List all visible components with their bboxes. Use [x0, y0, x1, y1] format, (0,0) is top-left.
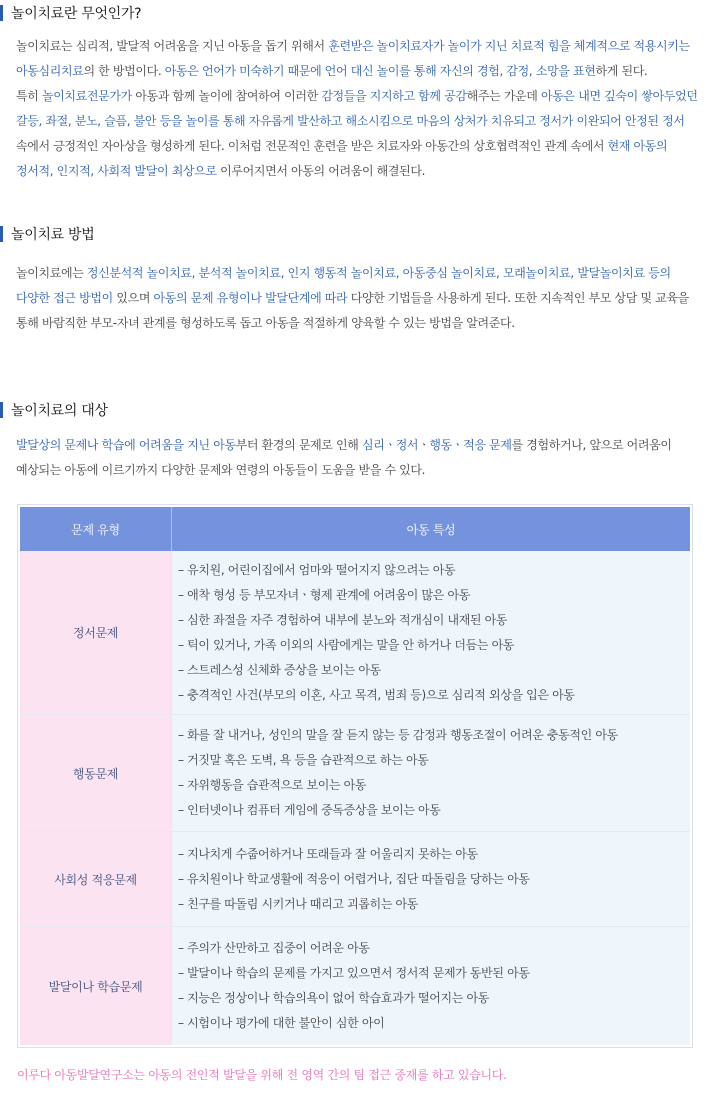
body-text: 해주는 가운데 — [466, 89, 542, 103]
highlighted-text: 아동은 언어가 미숙하기 때문에 언어 대신 놀이를 통해 자신의 경험, 감정, 소망을 표현 — [164, 64, 596, 78]
body-text: 다양한 기법들을 사용하게 된다. 또한 지속적인 부모 상담 및 교육을 — [347, 291, 689, 305]
highlighted-text: 아동은 내면 깊숙이 쌓아두었던 — [541, 89, 698, 103]
table-row — [20, 831, 690, 926]
para-line — [16, 261, 710, 286]
highlighted-text: 훈련받은 놀이치료자가 놀이가 지닌 치료적 힘을 체계적으로 적용시키는 — [328, 39, 690, 53]
para-line — [16, 159, 710, 184]
highlighted-text: 심리ㆍ정서ㆍ행동ㆍ적응 문제 — [361, 438, 512, 452]
trait-item: – 심한 좌절을 자주 경험하여 내부에 분노와 적개심이 내재된 아동 — [178, 612, 508, 627]
body-text: 있으며 — [112, 291, 154, 305]
traits-cell — [172, 926, 690, 1045]
section-heading-methods — [0, 225, 95, 243]
section-heading-what-is — [0, 4, 141, 22]
para-line — [16, 34, 710, 59]
problem-type-cell: 정서문제 — [20, 551, 172, 714]
highlighted-text: 정신분석적 놀이치료, 분석적 놀이치료, 인지 행동적 놀이치료, 아동중심 놀이치료, 모래놀이치료, 발달놀이치료 등의 — [86, 266, 671, 280]
para-line — [16, 311, 710, 336]
trait-item: – 화를 잘 내거나, 성인의 말을 잘 듣지 않는 등 감정과 행동조절이 어려운 충동적인 아동 — [178, 728, 618, 742]
body-text: 통해 바람직한 부모-자녀 관계를 형성하도록 돕고 아동을 적절하게 양육할 수 있는 방법을 알려준다. — [16, 316, 515, 330]
trait-item: – 거짓말 혹은 도벽, 욕 등을 습관적으로 하는 아동 — [178, 753, 429, 767]
para-line — [16, 109, 710, 134]
trait-item: – 시험이나 평가에 대한 불안이 심한 아이 — [178, 1016, 385, 1030]
table-row — [20, 551, 690, 714]
paragraph-what-is — [16, 34, 710, 184]
body-text: 놀이치료에는 — [16, 266, 87, 280]
para-line — [16, 59, 710, 84]
para-line — [16, 458, 710, 483]
heading-marker — [0, 402, 3, 418]
table-header-row — [20, 507, 690, 551]
highlighted-text: 감정들을 지지하고 함께 공감 — [321, 89, 467, 103]
highlighted-text: 놀이치료전문가가 — [41, 89, 132, 103]
body-text: 하게 된다. — [595, 64, 648, 78]
paragraph-methods — [16, 261, 710, 336]
heading-text: 놀이치료의 대상 — [11, 403, 108, 419]
trait-item: – 자위행동을 습관적으로 보이는 아동 — [178, 778, 367, 792]
body-text: 부터 환경의 문제로 인해 — [235, 438, 362, 452]
trait-item: – 친구를 따돌림 시키거나 때리고 괴롭히는 아동 — [178, 896, 419, 911]
body-text: 의 한 방법이다. — [83, 64, 165, 78]
paragraph-targets — [16, 433, 710, 483]
trait-item: – 애착 형성 등 부모자녀ㆍ형제 관계에 어려움이 많은 아동 — [178, 587, 470, 602]
problem-type-cell: 행동문제 — [20, 714, 172, 831]
problem-type-cell: 사회성 적응문제 — [20, 831, 172, 926]
trait-item: – 스트레스성 신체화 증상을 보이는 아동 — [178, 662, 381, 677]
traits-cell — [172, 714, 690, 831]
highlighted-text: 아동심리치료 — [16, 64, 84, 78]
highlighted-text: 발달상의 문제나 학습에 어려움을 지닌 아동 — [16, 438, 236, 452]
trait-item: – 틱이 있거나, 가족 이외의 사람에게는 말을 안 하거나 더듬는 아동 — [178, 637, 515, 652]
body-text: 속에서 긍정적인 자아상을 형성하게 된다. 이처럼 전문적인 훈련을 받은 치료자와 아동간의 상호협력적인 관계 속에서 — [16, 139, 608, 153]
highlighted-text: 현재 아동의 — [607, 139, 668, 153]
trait-item: – 인터넷이나 컴퓨터 게임에 중독증상을 보이는 아동 — [178, 803, 441, 817]
highlighted-text: 아동의 문제 유형이나 발달단계에 따라 — [153, 291, 348, 305]
trait-item: – 주의가 산만하고 집중이 어려운 아동 — [178, 941, 370, 955]
heading-text: 놀이치료 방법 — [11, 227, 95, 243]
highlighted-text: 갈등, 좌절, 분노, 슬픔, 불안 등을 놀이를 통해 자유롭게 발산하고 해소시킴으로 마음의 상처가 치유되고 정서가 이완되어 안정된 정서 — [16, 114, 685, 128]
para-line — [16, 84, 710, 109]
table-row — [20, 714, 690, 831]
trait-item: – 충격적인 사건(부모의 이혼, 사고 목격, 범죄 등)으로 심리적 외상을 입은 아동 — [178, 687, 575, 702]
table-row — [20, 926, 690, 1045]
highlighted-text: 정서적, 인지적, 사회적 발달이 최상으로 — [16, 164, 217, 178]
body-text: 이루어지면서 아동의 어려움이 해결된다. — [216, 164, 426, 178]
body-text: 예상되는 아동에 이르기까지 다양한 문제와 연령의 아동들이 도움을 받을 수 있다. — [16, 463, 426, 477]
highlighted-text: 다양한 접근 방법이 — [16, 291, 113, 305]
traits-cell — [172, 831, 690, 926]
body-text: 특히 — [16, 89, 42, 103]
para-line — [16, 433, 710, 458]
trait-item: – 지나치게 수줍어하거나 또래들과 잘 어울리지 못하는 아동 — [178, 846, 478, 861]
traits-cell — [172, 551, 690, 714]
para-line — [16, 134, 710, 159]
body-text: 놀이치료는 심리적, 발달적 어려움을 지닌 아동을 돕기 위해서 — [16, 39, 329, 53]
heading-marker — [0, 226, 3, 242]
section-heading-targets — [0, 401, 108, 419]
heading-text: 놀이치료란 무엇인가? — [11, 6, 142, 22]
problem-types-table — [17, 504, 693, 1048]
para-line — [16, 286, 710, 311]
column-header-traits: 아동 특성 — [172, 507, 690, 551]
trait-item: – 발달이나 학습의 문제를 가지고 있으면서 정서적 문제가 동반된 아동 — [178, 966, 530, 980]
heading-marker — [0, 5, 3, 21]
problem-type-cell: 발달이나 학습문제 — [20, 926, 172, 1045]
body-text: 아동과 함께 놀이에 참여하여 이러한 — [131, 89, 322, 103]
footer-note: 이루다 아동발달연구소는 아동의 전인적 발달을 위해 전 영역 간의 팀 접근 중재를 하고 있습니다. — [17, 1068, 507, 1082]
trait-item: – 유치원, 어린이집에서 엄마와 떨어지지 않으려는 아동 — [178, 562, 456, 577]
trait-item: – 유치원이나 학교생활에 적응이 어렵거나, 집단 따돌림을 당하는 아동 — [178, 871, 530, 886]
column-header-type: 문제 유형 — [20, 507, 172, 551]
trait-item: – 지능은 정상이나 학습의욕이 없어 학습효과가 떨어지는 아동 — [178, 991, 489, 1005]
body-text: 를 경험하거나, 앞으로 어려움이 — [511, 438, 672, 452]
